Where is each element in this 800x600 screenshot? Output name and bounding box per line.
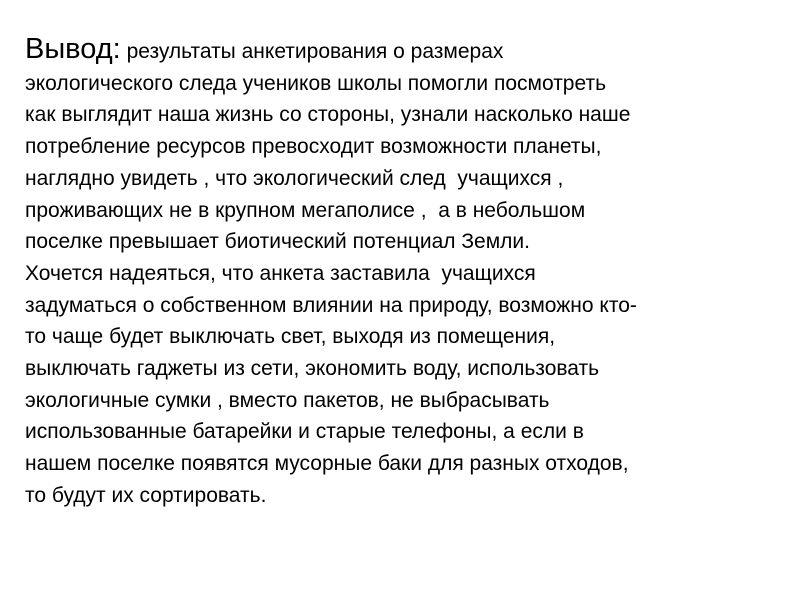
text-line-12: экологичные сумки , вместо пакетов, не выбрасывать — [25, 388, 550, 412]
text-line-1 — [25, 34, 795, 68]
text-line-14: нашем поселке появятся мусорные баки для разных отходов, — [25, 452, 629, 476]
text-line-11: выключать гаджеты из сети, экономить воду, использовать — [25, 357, 600, 381]
text-line-13: использованные батарейки и старые телефоны, а если в — [25, 420, 584, 444]
text-line-10: то чаще будет выключать свет, выходя из помещения, — [25, 325, 556, 349]
text-line-6: проживающих не в крупном мегаполисе , а в небольшом — [25, 198, 586, 222]
text-line-3: как выглядит наша жизнь со стороны, узнали насколько наше — [25, 103, 631, 127]
text-line-15: то будут их сортировать. — [25, 483, 267, 507]
text-line-9: задуматься о собственном влиянии на природу, возможно кто- — [25, 293, 637, 317]
text-line-5: наглядно увидеть , что экологический след учащихся , — [25, 166, 564, 190]
text-line-8: Хочется надеяться, что анкета заставила учащихся — [25, 261, 536, 285]
text-line-2: экологического следа учеников школы помогли посмотреть — [25, 71, 607, 95]
conclusion-text — [25, 34, 795, 512]
text-line-4: потребление ресурсов превосходит возможности планеты, — [25, 135, 602, 159]
conclusion-heading: Вывод: — [25, 33, 121, 65]
text-line-1-content: результаты анкетирования о размерах — [120, 40, 504, 63]
text-line-7: поселке превышает биотический потенциал Земли. — [25, 230, 530, 254]
